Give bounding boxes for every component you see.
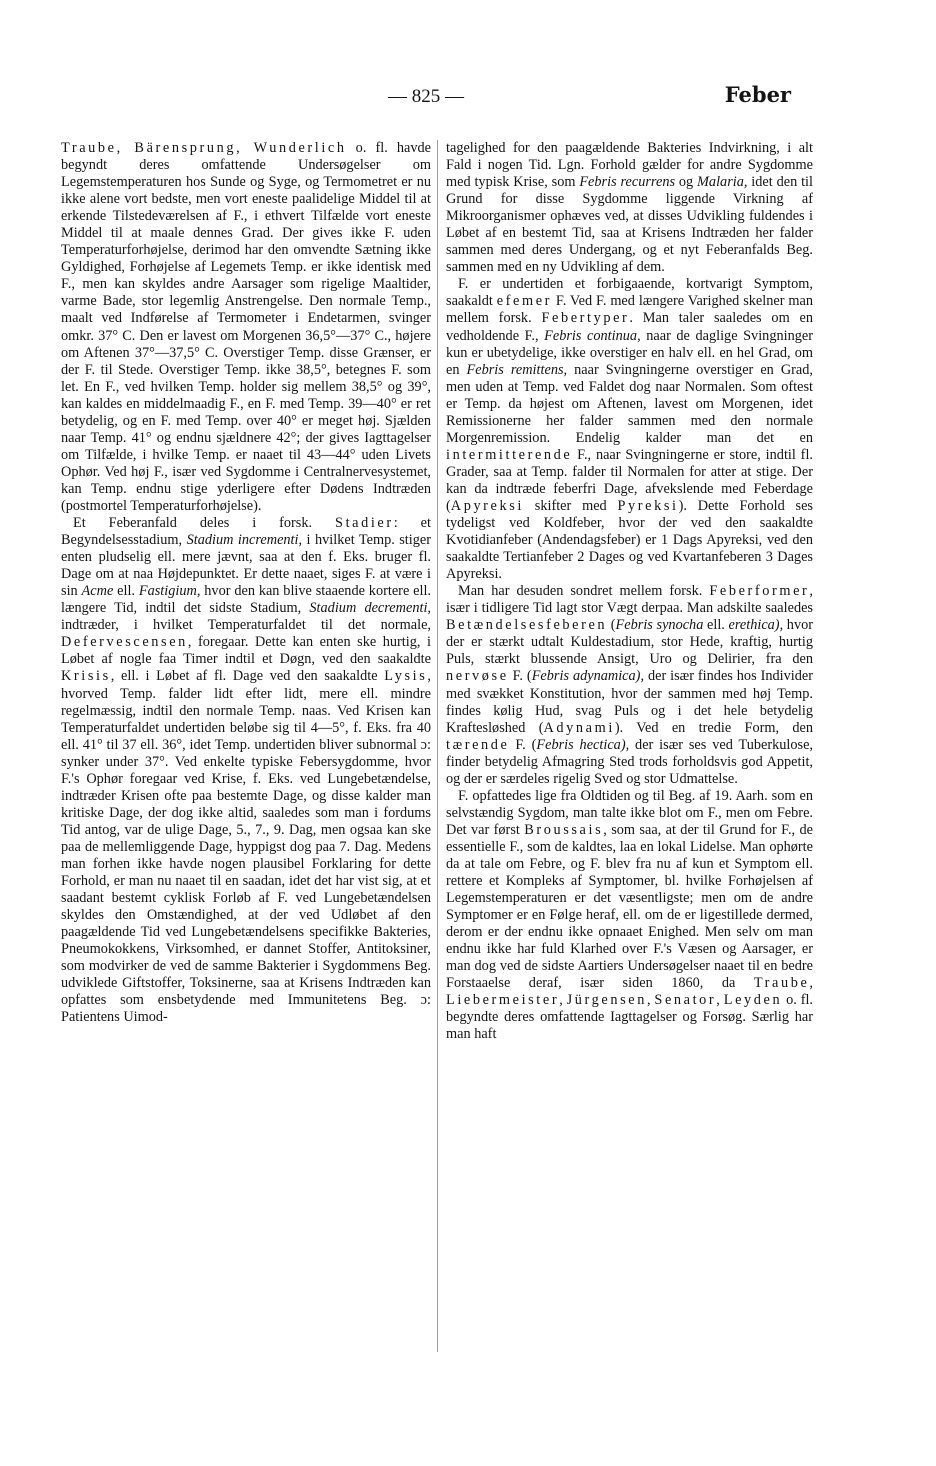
paragraph: Man har desuden sondret mellem forsk. Feberformer, især i tidligere Tid lagt stor Vægt derpaa. Man adskilte saaledes Betændelsesfeberen (Febris synocha ell. erethica), hvor der er stærkt udtalt Kuldestadium, stor Hede, kraftig, hurtig Puls, stærkt blussende Ansigt, Uro og Delirier, fra den nervøse F. (Febris adynamica), der især findes hos Individer med svækket Konstitution, hvor der sammen med høj Temp. findes kølig Hud, svag Puls og i det hele betydelig Kraftesløshed (Adynami). Ved en tredie Form, den tærende F. (Febris hectica), der især ses ved Tuberkulose, finder betydelig Afmagring Sted trods forholdsvis god Appetit, og der er særdeles rigelig Sved og stor Udmattelse. [446, 583, 813, 787]
running-head: Feber [724, 82, 791, 107]
term-intermitterende: intermitterende [446, 446, 573, 463]
paragraph: F. opfattedes lige fra Oldtiden og til Beg. af 19. Aarh. som en selvstændig Sygdom, man talte ikke blot om F., men om Febre. Det var først Broussais, som saa, at der til Grund for F., de essentielle F., som de kaldtes, laa en lokal Lidelse. Man ophørte da at tale om Febre, og F. blev fra nu af kun et Symptom ell. rettere et Kompleks af Symptomer, bl. hvilke Forhøjelsen af Legemstemperaturen er det væsentligste; men om de andre Symptomer er en Følge heraf, ell. om de er ligestillede dermed, derom er der endnu ikke opnaaet Enighed. Men selv om man endnu ikke har fuld Klarhed over F.'s Væsen og Aarsager, er man dog ved de sidste Aartiers Undersøgelser naaet til en bedre Forstaaelse deraf, især siden 1860, da Traube, Liebermeister, Jürgensen, Senator, Leyden o. fl. begyndte deres omfattende Iagttagelser og Forsøg. Særlig har man haft [446, 787, 814, 1043]
term-febris-recurrens: Febris recurrens [579, 174, 676, 191]
term-taerende: tærende [446, 736, 510, 753]
name-leyden: Leyden [723, 992, 783, 1009]
left-column [61, 140, 431, 1026]
name-traube: Traube [753, 975, 810, 992]
term-fastigium: Fastigium, [138, 583, 201, 600]
name-senator: Senator [654, 992, 717, 1009]
name-liebermeister: Liebermeister [446, 992, 560, 1009]
term-malaria: Malaria, [697, 174, 748, 191]
term-febris-continua: Febris continua, [544, 327, 641, 344]
term-defervescensen: Defervescensen [61, 634, 188, 651]
paragraph-text: o. fl. havde begyndt deres omfattende Undersøgelser om Legemstemperaturen hos Sunde og Syge, og Termometret er nu ikke alene vort bedste, men vort eneste paalidelige Middel til at erkende Tilstedeværelsen af F., i ethvert Tilfælde vort eneste Middel til at maale dennes Grad. Der gives ikke F. uden Temperaturforhøjelse, derimod har den omvendte Sætning ikke Gyldighed, Forhøjelse af Legemets Temp. er ikke identisk med F., men kan skyldes andre Aarsager som rigelige Maaltider, varme Bade, stor legemlig Anstrengelse. Den normale Temp., maalt ved Indførelse af Termometer i Endetarmen, svinger omkr. 37° C. Den er lavest om Morgenen 36,5°—37° C., højere om Aftenen 37°—37,5° C. Overstiger Temp. disse Grænser, er der F. til Stede. Overstiger Temp. ikke 38,5°, betegnes F. som let. En F., ved hvilken Temp. holder sig mellem 38,5° og 39°, kan kaldes en middelmaadig F., en F. med Temp. 39—40° er ret betydelig, og en F. med Temp. over 40° er meget høj. Sjælden naar Temp. 41° og endnu sjældnere 42°; der gives Iagttagelser om Tilfælde, i hvilke Temp. er naaet til 43—44° uden Livets Ophør. Ved høj F., især ved Sygdomme i Centralnervesystemet, kan Temp. endnu stige yderligere efter Dødens Indtræden (postmortel Temperaturforhøjelse). [61, 140, 431, 514]
term-efemer: efemer [496, 293, 553, 310]
term-acme: Acme [81, 583, 114, 600]
term-krisis: Krisis [61, 668, 111, 685]
term-stadium-decrementi: Stadium decrementi, [309, 600, 431, 617]
term-apyreksi: Apyreksi [450, 497, 524, 514]
term-adynami: Adynami [543, 719, 615, 736]
term-febris-remittens: Febris remittens, [466, 361, 568, 378]
page-header [0, 82, 936, 118]
term-febris-adynamica: Febris adynamica), [531, 668, 645, 685]
term-feberformer: Feberformer [709, 583, 810, 600]
term-pyreksi: Pyreksi [617, 497, 679, 514]
page-number: — 825 — [388, 86, 464, 107]
term-stadier: Stadier [335, 515, 394, 532]
paragraph: Et Feberanfald deles i forsk. Stadier: et Begyndelsesstadium, Stadium incrementi, i hvilket Temp. stiger enten pludselig ell. mere jævnt, saa at den f. Eks. bruger fl. Dage om at naa Højdepunktet. Er dette naaet, siges F. at være i sin Acme ell. Fastigium, hvor den kan blive staaende kortere ell. længere Tid, indtil det sidste Stadium, Stadium decrementi, indtræder, i hvilket Temperaturfaldet til det normale, Defervescensen, foregaar. Dette kan enten ske hurtig, i Løbet af nogle faa Timer indtil et Døgn, ved den saakaldte Krisis, ell. i Løbet af fl. Dage ved den saakaldte Lysis, hvorved Temp. falder lidt efter lidt, mere ell. mindre regelmæssig, indtil den normale Temp. naas. Ved Krisen kan Temperaturfaldet undertiden beløbe sig til 4—5°, f. Eks. fra 40 ell. 41° til 37 ell. 36°, idet Temp. undertiden bliver subnormal ɔ: synker under 37°. Ved enkelte typiske Febersygdomme, hvor F.'s Ophør foregaar ved Krise, f. Eks. ved Lungebetændelse, indtræder Krisen ofte paa bestemte Dage, og disse kalder man kritiske Dage, der dog ikke altid, saaledes som man i fordums Tid antog, var de ulige Dage, 5., 7., 9. Dag, men ogsaa kan ske paa de mellemliggende Dage, hyppigst dog paa 7. Dag. Medens man forhen ikke havde nogen plausibel Forklaring for dette Forhold, er man nu naaet til en saadan, idet det har vist sig, at et saadant bestemt cyklisk Forløb af F. ved Lungebetændelsen skyldes den Omstændighed, at der ved Udløbet af den paagældende Tid ved Lungebetændelsens specifikke Bakteries, Pneumokokkens, Virksomhed, er dannet Stoffer, Antitoksiner, som modvirker de ved de samme Bakterier i Sygdommens Beg. udviklede Giftstoffer, Toksinerne, saa at Krisens Indtræden kan opfattes som ensbetydende med Immunitetens Beg. ɔ: Patientens Uimod- [61, 515, 432, 1026]
term-betaendelsesfeberen: Betændelsesfeberen [446, 617, 608, 634]
term-stadium-incrementi: Stadium incrementi, [186, 532, 303, 549]
paragraph: F. er undertiden et forbigaaende, kortvarigt Symptom, saakaldt efemer F. Ved F. med længere Varighed skelner man mellem forsk. Febertyper. Man taler saaledes om en vedholdende F., Febris continua, naar de daglige Svingninger kun er ubetydelige, ikke overstiger en halv ell. en hel Grad, om en Febris remittens, naar Svingningerne overstiger en Grad, men uden at Temp. ved Faldet dog naar Normalen. Som oftest er Temp. da højest om Aftenen, lavest om Morgenen, idet Remissionerne her falder sammen med den normale Morgenremission. Endelig kalder man det en intermitterende F., naar Svingningerne er store, indtil fl. Grader, saa at Temp. falder til Normalen for atter at stige. Der kan da indtræde feberfri Dage, afvekslende med Feberdage (Apyreksi skifter med Pyreksi). Dette Forhold ses tydeligst ved Koldfeber, hvor der ved den saakaldte Kvotidianfeber (Andendagsfeber) er 1 Dags Apyreksi, ved den saakaldte Tertianfeber 2 Dages og ved Kvartanfeberen 3 Dages Apyreksi. [446, 276, 813, 583]
name-broussais: Broussais [524, 821, 604, 838]
column-divider [437, 140, 438, 1352]
author-names: Traube, Bärensprung, Wunderlich [61, 140, 347, 156]
term-febris-hectica: Febris hectica), [536, 736, 630, 753]
term-febris-synocha: Febris synocha [615, 617, 704, 634]
paragraph [61, 140, 431, 515]
paragraph: tagelighed for den paagældende Bakteries Indvirkning, i alt Fald i nogen Tid. Lgn. Forhold gælder for andre Sygdomme med typisk Krise, som Febris recurrens og Malaria, idet den til Grund for disse Sygdomme liggende Virkning af Mikroorganismer ophæves ved, at disses Udvikling fuldendes i Løbet af en bestemt Tid, saa at Krisens Indtræden her falder sammen med deres Undergang, og et nyt Feberanfalds Beg. sammen med en ny Udvikling af dem. [446, 140, 813, 276]
term-febertyper: Febertyper [541, 310, 630, 327]
name-jurgensen: Jürgensen [566, 992, 647, 1009]
right-column [446, 140, 813, 1043]
term-erethica: erethica), [728, 617, 784, 634]
term-lysis: Lysis [384, 668, 428, 685]
term-nervose: nervøse [446, 668, 509, 685]
